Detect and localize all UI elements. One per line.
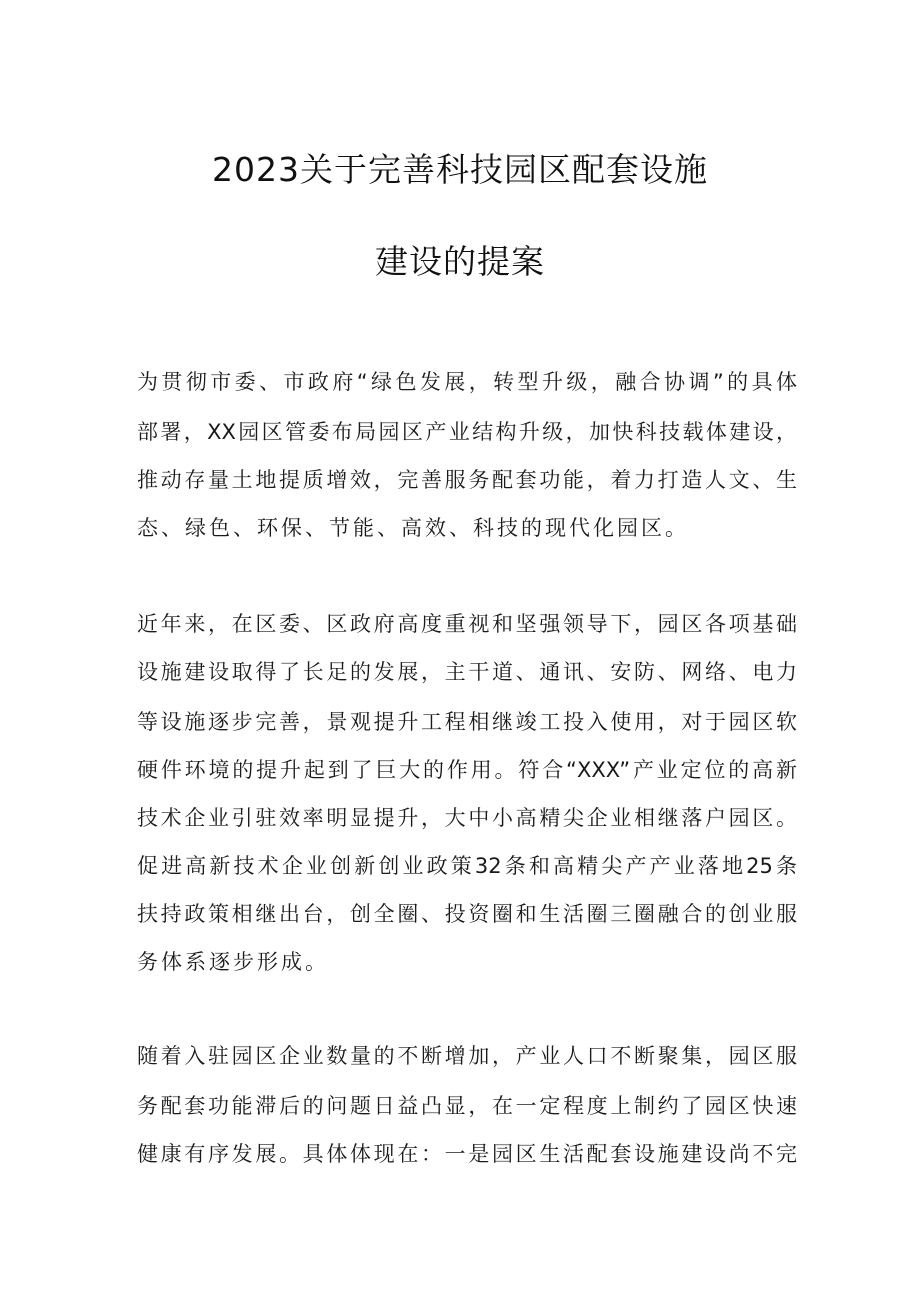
paragraph-line: 扶持政策相继出台，创全圈、投资圈和生活圈三圈融合的创业服: [137, 902, 797, 926]
paragraph-line: 务体系逐步形成。: [137, 950, 329, 974]
paragraph-line: 促进高新技术企业创新创业政策32条和高精尖产产业落地25条: [137, 854, 797, 878]
paragraph-line: 等设施逐步完善，景观提升工程相继竣工投入使用，对于园区软: [137, 710, 797, 734]
document-title-line-1: 2023关于完善科技园区配套设施: [212, 150, 708, 189]
paragraph-line: 随着入驻园区企业数量的不断增加，产业人口不断聚集，园区服: [137, 1044, 797, 1068]
paragraph-line: 部署，XX园区管委布局园区产业结构升级，加快科技载体建设，: [137, 420, 797, 444]
paragraph-line: 设施建设取得了长足的发展，主干道、通讯、安防、网络、电力: [137, 660, 797, 684]
paragraph-line: 推动存量土地提质增效，完善服务配套功能，着力打造人文、生: [137, 468, 797, 492]
paragraph-line: 技术企业引驻效率明显提升，大中小高精尖企业相继落户园区。: [137, 806, 797, 830]
paragraph-line: 硬件环境的提升起到了巨大的作用。符合“XXX”产业定位的高新: [137, 758, 797, 782]
paragraph-line: 态、绿色、环保、节能、高效、科技的现代化园区。: [137, 516, 689, 540]
paragraph-line: 健康有序发展。具体体现在：一是园区生活配套设施建设尚不完: [137, 1142, 797, 1166]
paragraph-line: 为贯彻市委、市政府“绿色发展，转型升级，融合协调”的具体: [137, 370, 797, 394]
paragraph-line: 务配套功能滞后的问题日益凸显，在一定程度上制约了园区快速: [137, 1094, 797, 1118]
paragraph-line: 近年来，在区委、区政府高度重视和坚强领导下，园区各项基础: [137, 612, 797, 636]
document-title-line-2: 建设的提案: [375, 242, 545, 281]
